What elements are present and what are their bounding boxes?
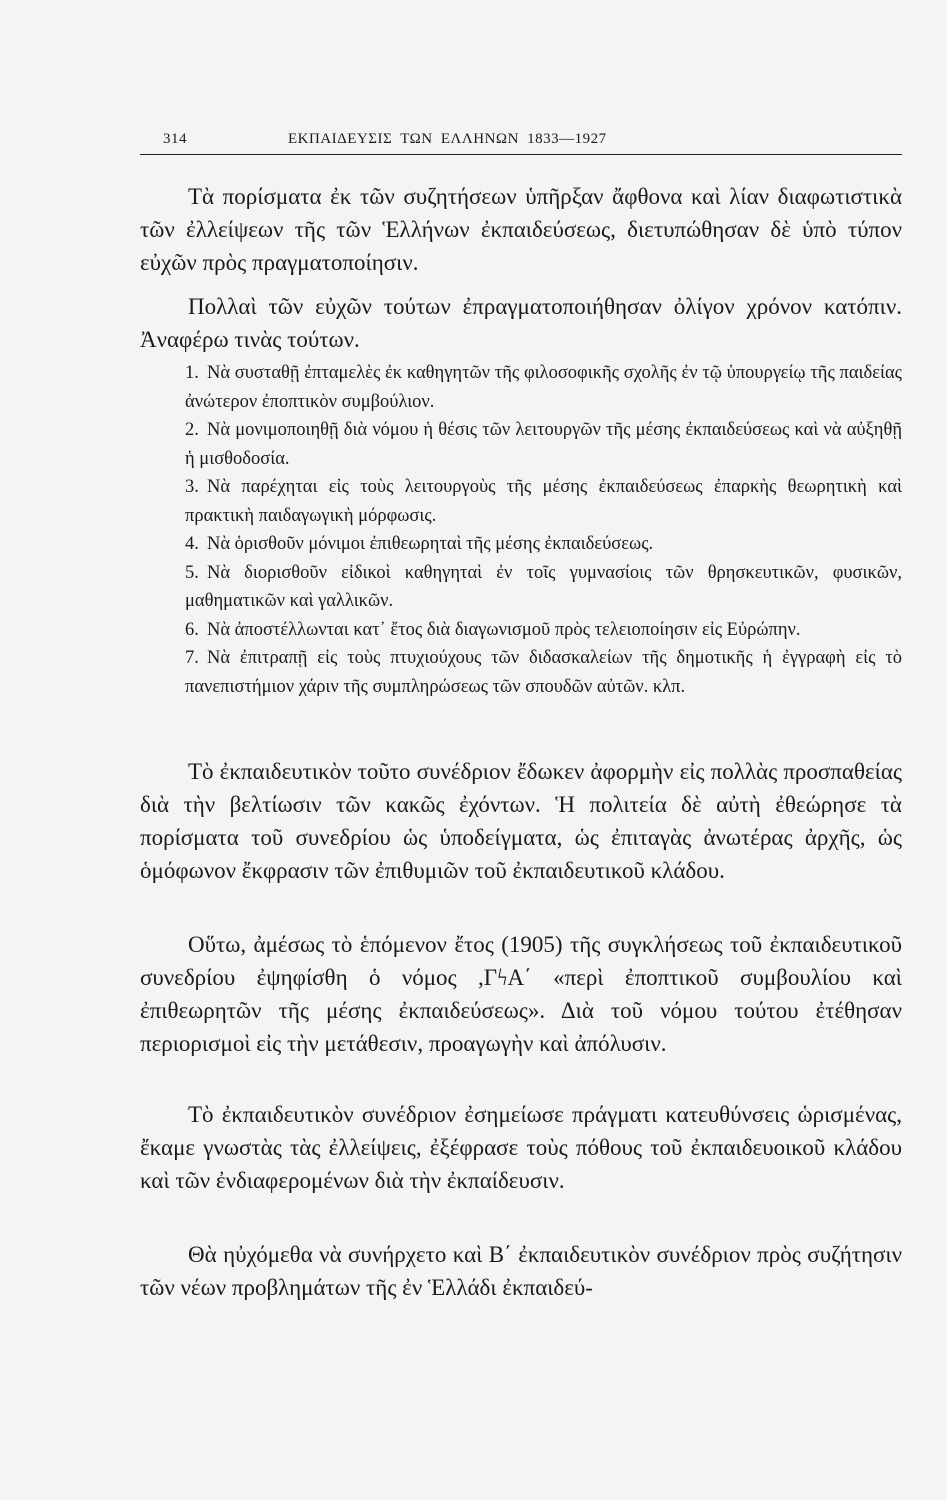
- list-item: [185, 359, 902, 416]
- list-item-text: Νὰ ἐπιτραπῇ εἰς τοὺς πτυχιούχους τῶν διδασκαλείων τῆς δημοτικῆς ἡ ἐγγραφὴ εἰς τὸ πανεπιστήμιον χάριν τῆς συμπληρώσεως τῶν σπουδῶν αὐτῶν. κλπ.: [185, 648, 902, 697]
- list-item-text: Νὰ μονιμοποιηθῇ διὰ νόμου ἡ θέσις τῶν λειτουργῶν τῆς μέσης ἐκπαιδεύσεως καὶ νὰ αὐξηθῇ ἡ μισθοδοσία.: [185, 420, 902, 469]
- list-item: [185, 473, 902, 530]
- list-item-text: Νὰ συσταθῇ ἐπταμελὲς ἐκ καθηγητῶν τῆς φιλοσοφικῆς σχολῆς ἐν τῷ ὑπουργείῳ τῆς παιδείας ἀνώτερον ἐποπτικὸν συμβούλιον.: [185, 363, 902, 412]
- list-item-number: 2.: [185, 420, 199, 440]
- resolutions-list: [185, 359, 902, 701]
- paragraph-3: Τὸ ἐκπαιδευτικὸν τοῦτο συνέδριον ἔδωκεν ἀφορμὴν εἰς πολλὰς προσπαθείας διὰ τὴν βελτίωσιν τῶν κακῶς ἐχόντων. Ἡ πολιτεία δὲ αὐτὴ ἐθεώρησε τὰ πορίσματα τοῦ συνεδρίου ὡς ὑποδείγματα, ὡς ἐπιταγὰς ἀνωτέρας ἀρχῆς, ὡς ὁμόφωνον ἔκφρασιν τῶν ἐπιθυμιῶν τοῦ ἐκπαιδευτικοῦ κλάδου.: [140, 759, 902, 883]
- list-item-number: 3.: [185, 477, 199, 497]
- page-number: 314: [163, 131, 187, 147]
- paragraph-4: Οὕτω, ἀμέσως τὸ ἑπόμενον ἔτος (1905) τῆς συγκλήσεως τοῦ ἐκπαιδευτικοῦ συνεδρίου ἐψηφίσθη ὁ νόμος ,ΓϟΑ΄ «περὶ ἐποπτικοῦ συμβουλίου καὶ ἐπιθεωρητῶν τῆς μέσης ἐκπαιδεύσεως». Διὰ τοῦ νόμου τούτου ἐτέθησαν περιορισμοὶ εἰς τὴν μετάθεσιν, προαγωγὴν καὶ ἀπόλυσιν.: [140, 932, 902, 1056]
- list-item-number: 1.: [185, 363, 199, 383]
- paragraph-1: Τὰ πορίσματα ἐκ τῶν συζητήσεων ὑπῆρξαν ἄφθονα καὶ λίαν διαφωτιστικὰ τῶν ἐλλείψεων τῆς τῶν Ἑλλήνων ἐκπαιδεύσεως, διετυπώθησαν δὲ ὑπὸ τύπον εὐχῶν πρὸς πραγματοποίησιν.: [140, 184, 902, 275]
- paragraph-6: Θὰ ηὐχόμεθα νὰ συνήρχετο καὶ Β΄ ἐκπαιδευτικὸν συνέδριον πρὸς συζήτησιν τῶν νέων προβλημάτων τῆς ἐν Ἑλλάδι ἐκπαιδεύ-: [140, 1242, 902, 1300]
- list-item: [185, 530, 902, 559]
- list-item-text: Νὰ διορισθοῦν εἰδικοὶ καθηγηταὶ ἐν τοῖς γυμνασίοις τῶν θρησκευτικῶν, φυσικῶν, μαθηματικῶν καὶ γαλλικῶν.: [185, 562, 902, 611]
- list-item: [185, 416, 902, 473]
- page-header: [140, 128, 902, 155]
- paragraph-5: Τὸ ἐκπαιδευτικὸν συνέδριον ἐσημείωσε πράγματι κατευθύνσεις ὡρισμένας, ἔκαμε γνωστὰς τὰς ἐλλείψεις, ἐξέφρασε τοὺς πόθους τοῦ ἐκπαιδευοικοῦ κλάδου καὶ τῶν ἐνδιαφερομένων διὰ τὴν ἐκπαίδευσιν.: [140, 1102, 902, 1193]
- list-item-text: Νὰ ἀποστέλλωνται κατ᾿ ἔτος διὰ διαγωνισμοῦ πρὸς τελειοποίησιν εἰς Εὐρώπην.: [207, 619, 801, 640]
- list-item-number: 6.: [185, 619, 199, 640]
- paragraph-2: Πολλαὶ τῶν εὐχῶν τούτων ἐπραγματοποιήθησαν ὀλίγον χρόνον κατόπιν. Ἀναφέρω τινὰς τούτων.: [140, 294, 902, 352]
- list-item: [185, 616, 902, 645]
- list-item-number: 4.: [185, 534, 199, 554]
- list-item-number: 7.: [185, 648, 199, 668]
- list-item: [185, 559, 902, 616]
- list-item-number: 5.: [185, 562, 199, 583]
- list-item: [185, 644, 902, 701]
- list-item-text: Νὰ παρέχηται εἰς τοὺς λειτουργοὺς τῆς μέσης ἐκπαιδεύσεως ἐπαρκὴς θεωρητικὴ καὶ πρακτικὴ παιδαγωγικὴ μόρφωσις.: [185, 477, 902, 526]
- list-item-text: Νὰ ὁρισθοῦν μόνιμοι ἐπιθεωρηταὶ τῆς μέσης ἐκπαιδεύσεως.: [207, 534, 654, 554]
- running-title: ΕΚΠΑΙΔΕΥΣΙΣ ΤΩΝ ΕΛΛΗΝΩΝ 1833—1927: [288, 131, 607, 147]
